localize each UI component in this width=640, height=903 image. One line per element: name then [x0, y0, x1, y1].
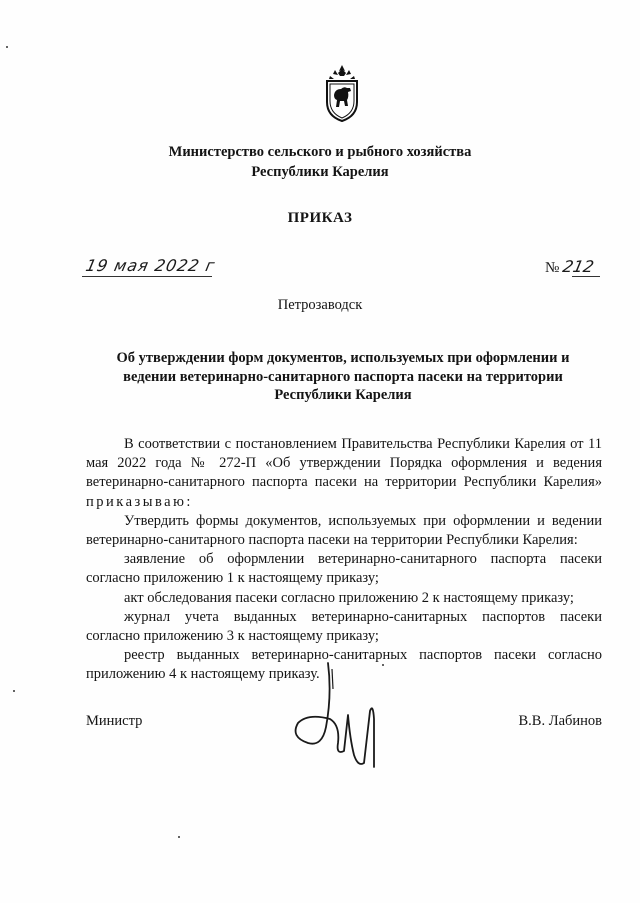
handwritten-signature-icon [278, 655, 398, 775]
number-underline [572, 276, 600, 277]
scan-speck [178, 836, 180, 838]
ministry-line-2: Республики Карелия [251, 164, 389, 180]
order-word: приказываю: [86, 493, 193, 510]
order-number [545, 257, 594, 277]
scan-speck [6, 46, 8, 48]
karelia-coat-of-arms-icon [324, 64, 360, 122]
scan-speck [13, 690, 15, 692]
document-type-title: ПРИКАЗ [287, 210, 353, 226]
handwritten-date: 19 мая 2022 г [83, 256, 218, 275]
ministry-line-1: Министерство сельского и рыбного хозяйства [168, 144, 472, 160]
order-body [86, 435, 602, 685]
city: Петрозаводск [277, 297, 363, 313]
preamble-text: В соответствии с постановлением Правительства Республики Карелия от 11 мая 2022 года № 272-П «Об утверждении Порядка оформления и ведения ветеринарно-санитарного паспорта пасеки на территории Республики Карелия» [86, 436, 602, 491]
subject-line-1: Об утверждении форм документов, используемых при оформлении и [116, 350, 570, 366]
signer-position: Министр [86, 713, 143, 729]
date-underline [82, 276, 212, 277]
list-item: заявление об оформлении ветеринарно-санитарного паспорта пасеки согласно приложению 1 к настоящему приказу; [86, 551, 602, 587]
list-item: реестр выданных ветеринарно-санитарных паспортов пасеки согласно приложению 4 к настоящему приказу. [86, 647, 602, 683]
handwritten-number: 212 [561, 257, 596, 276]
ministry-name [0, 142, 640, 182]
scan-speck [382, 664, 384, 666]
number-sign: № [545, 260, 560, 276]
preamble-paragraph [86, 435, 602, 512]
subject-line-3: Республики Карелия [274, 387, 412, 403]
order-subject [86, 349, 600, 405]
subject-line-2: ведении ветеринарно-санитарного паспорта пасеки на территории [123, 368, 563, 385]
list-item: акт обследования пасеки согласно приложению 2 к настоящему приказу; [124, 589, 574, 606]
signer-name: В.В. Лабинов [518, 713, 602, 729]
approve-paragraph: Утвердить формы документов, используемых при оформлении и ведении ветеринарно-санитарного паспорта пасеки на территории Республики Карелия: [86, 512, 602, 549]
list-item: журнал учета выданных ветеринарно-санитарных паспортов пасеки согласно приложению 3 к настоящему приказу; [86, 608, 602, 645]
